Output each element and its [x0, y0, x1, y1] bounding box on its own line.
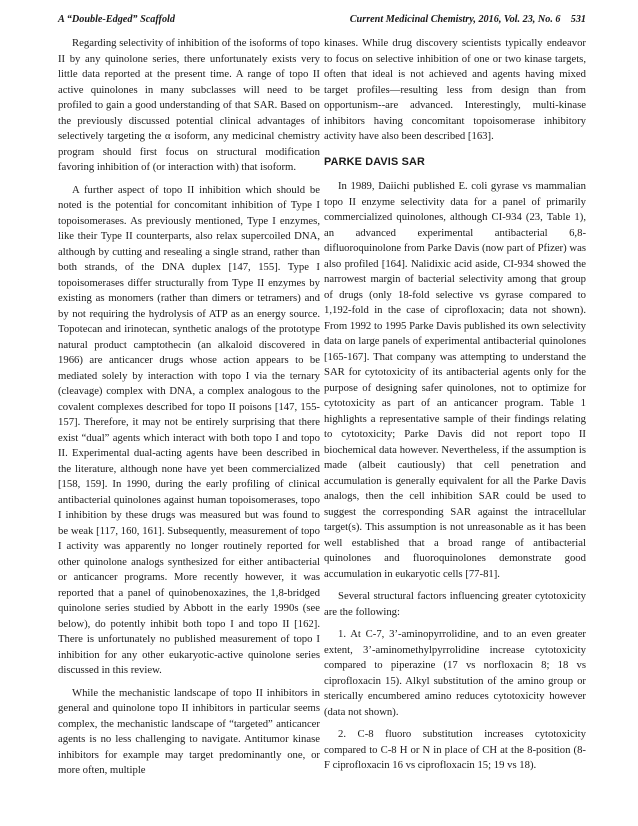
- section-heading: PARKE DAVIS SAR: [324, 155, 425, 168]
- running-header: [58, 14, 586, 28]
- running-title: A “Double-Edged” Scaffold: [58, 14, 175, 25]
- paragraph: Several structural factors influencing greater cytotoxicity are the following:: [324, 590, 586, 618]
- journal-name: Current Medicinal Chemistry, 2016, Vol. 23, No. 6: [349, 14, 561, 25]
- paragraph: kinases. While drug discovery scientists typically endeavor to focus on selective inhibition of one or two kinase targets, often that ideal is not achieved and agents having mixed target profiles—resulting less from design than from opportunism--are advanced. Interestingly, multi-kinase inhibitors having concomitant topoisomerase inhibitory activity have also been described [163].: [324, 37, 586, 142]
- page-number: 531: [570, 14, 586, 25]
- paragraph: A further aspect of topo II inhibition which should be noted is the potential for concomitant inhibition of Type I topoisomerases. As previously mentioned, Type I enzymes, like their Type II counterparts, also relax supercoiled DNA, although by cutting and resealing a single strand, rather than both strands, of the DNA duplex [147, 155]. Type I topoisomerases differ structurally from Type II enzymes by existing as monomers (rather than dimers or tetramers) and by not requiring the hydrolysis of ATP as an energy source. Topotecan and irinotecan, synthetic analogs of the prototype natural product camptothecin (an alkaloid discovered in 1966) are anticancer drugs whose action appears to be mediated solely by interaction with topo I via the ternary (cleavage) complex with DNA, a complex analogous to the covalent complexes described for topo II poisons [147, 155-157]. Therefore, it may not be entirely surprising that there exist “dual” agents which interact with both topo I and topo II. Experimental dual-acting agents have been described in the literature, although none have yet been commercialized [158, 159]. In 1990, during the early profiling of clinical antibacterial quinolones against human topoisomerases, topo I inhibition by these drugs was measured but was found to be weak [117, 160, 161]. Subsequently, measurement of topo I activity was apparently no longer routinely reported for other quinolone analogs synthesized for either antibacterial or anticancer programs. More recently however, it was reported that a panel of quinobenoxazines, the 1,8-bridged quinolone series studied by Abbott in the early 1990s (see below), do potently inhibit both topo I and topo II [162]. There is unfortunately no published measurement of topo I inhibition for any other eukaryotic-active quinolone series discussed in this review.: [58, 183, 320, 676]
- left-column: [58, 36, 320, 786]
- journal-citation: [350, 14, 586, 25]
- paragraph: In 1989, Daiichi published E. coli gyrase vs mammalian topo II enzyme selectivity data for a panel of primarily commercialized quinolones, although CI-934 (23, Table 1), an advanced experimental antibacterial 6,8-difluoroquinolone from Parke Davis (now part of Pfizer) was also profiled [164]. Nalidixic acid aside, CI-934 showed the narrowest margin of bacterial selectivity among that group of drugs (only 18-fold selective vs gyrase compared to 1,192-fold in the case of ciprofloxacin; data not shown). From 1992 to 1995 Parke Davis published its own selectivity data on large panels of experimental antibacterial quinolones [165-167]. That company was attempting to understand the SAR for cytotoxicity of its antibacterial agents only for the purpose of designing safer quinolones, not to optimize for cytotoxicity as part of an anticancer program. Table 1 highlights a representative sample of their findings relating to cytotoxicity; Parke Davis did not report topo II biochemical data however. Nevertheless, if the assumption is made (albeit cautiously) that cell penetration and accumulation is generally equivalent for all the Parke Davis analogs, then the cell inhibition SAR could be used to suggest the corresponding SAR against the intracellular target(s). This assumption is not unreasonable as it has been well established that a broad range of antibacterial quinolones and fluoroquinolones demonstrate good accumulation in eukaryotic cells [77-81].: [324, 180, 586, 580]
- paragraph: Regarding selectivity of inhibition of the isoforms of topo II by any quinolone series, there unfortunately exists very little data reported at the present time. A range of topo II active quinolones in many subclasses will need to be profiled to gain a good understanding of that SAR. Based on the previously discussed potential clinical advantages of selectively targeting the α isoform, any medicinal chemistry program should first focus on structural modification favoring inhibition of (or interaction with) that isoform.: [58, 37, 320, 173]
- right-column: [324, 36, 586, 781]
- paragraph: While the mechanistic landscape of topo II inhibitors in general and quinolone topo II inhibitors in particular seems complex, the mechanistic landscape of “targeted” anticancer agents is no less challenging to navigate. Antitumor kinase inhibitors for example may target predominantly one, or more often, multiple: [58, 686, 320, 776]
- list-item: 2. C-8 fluoro substitution increases cytotoxicity compared to C-8 H or N in place of CH at the 8-position (8-F ciprofloxacin 16 vs ciprofloxacin 15; 19 vs 18).: [324, 728, 586, 771]
- list-item: 1. At C-7, 3’-aminopyrrolidine, and to an even greater extent, 3’-aminomethylpyrrolidine increase cytotoxicity compared to piperazine (17 vs norfloxacin 8; 18 vs ciprofloxacin 15). Alkyl substitution of the amino group or sterically encumbered amino reduces cytotoxicity however (data not shown).: [324, 628, 586, 718]
